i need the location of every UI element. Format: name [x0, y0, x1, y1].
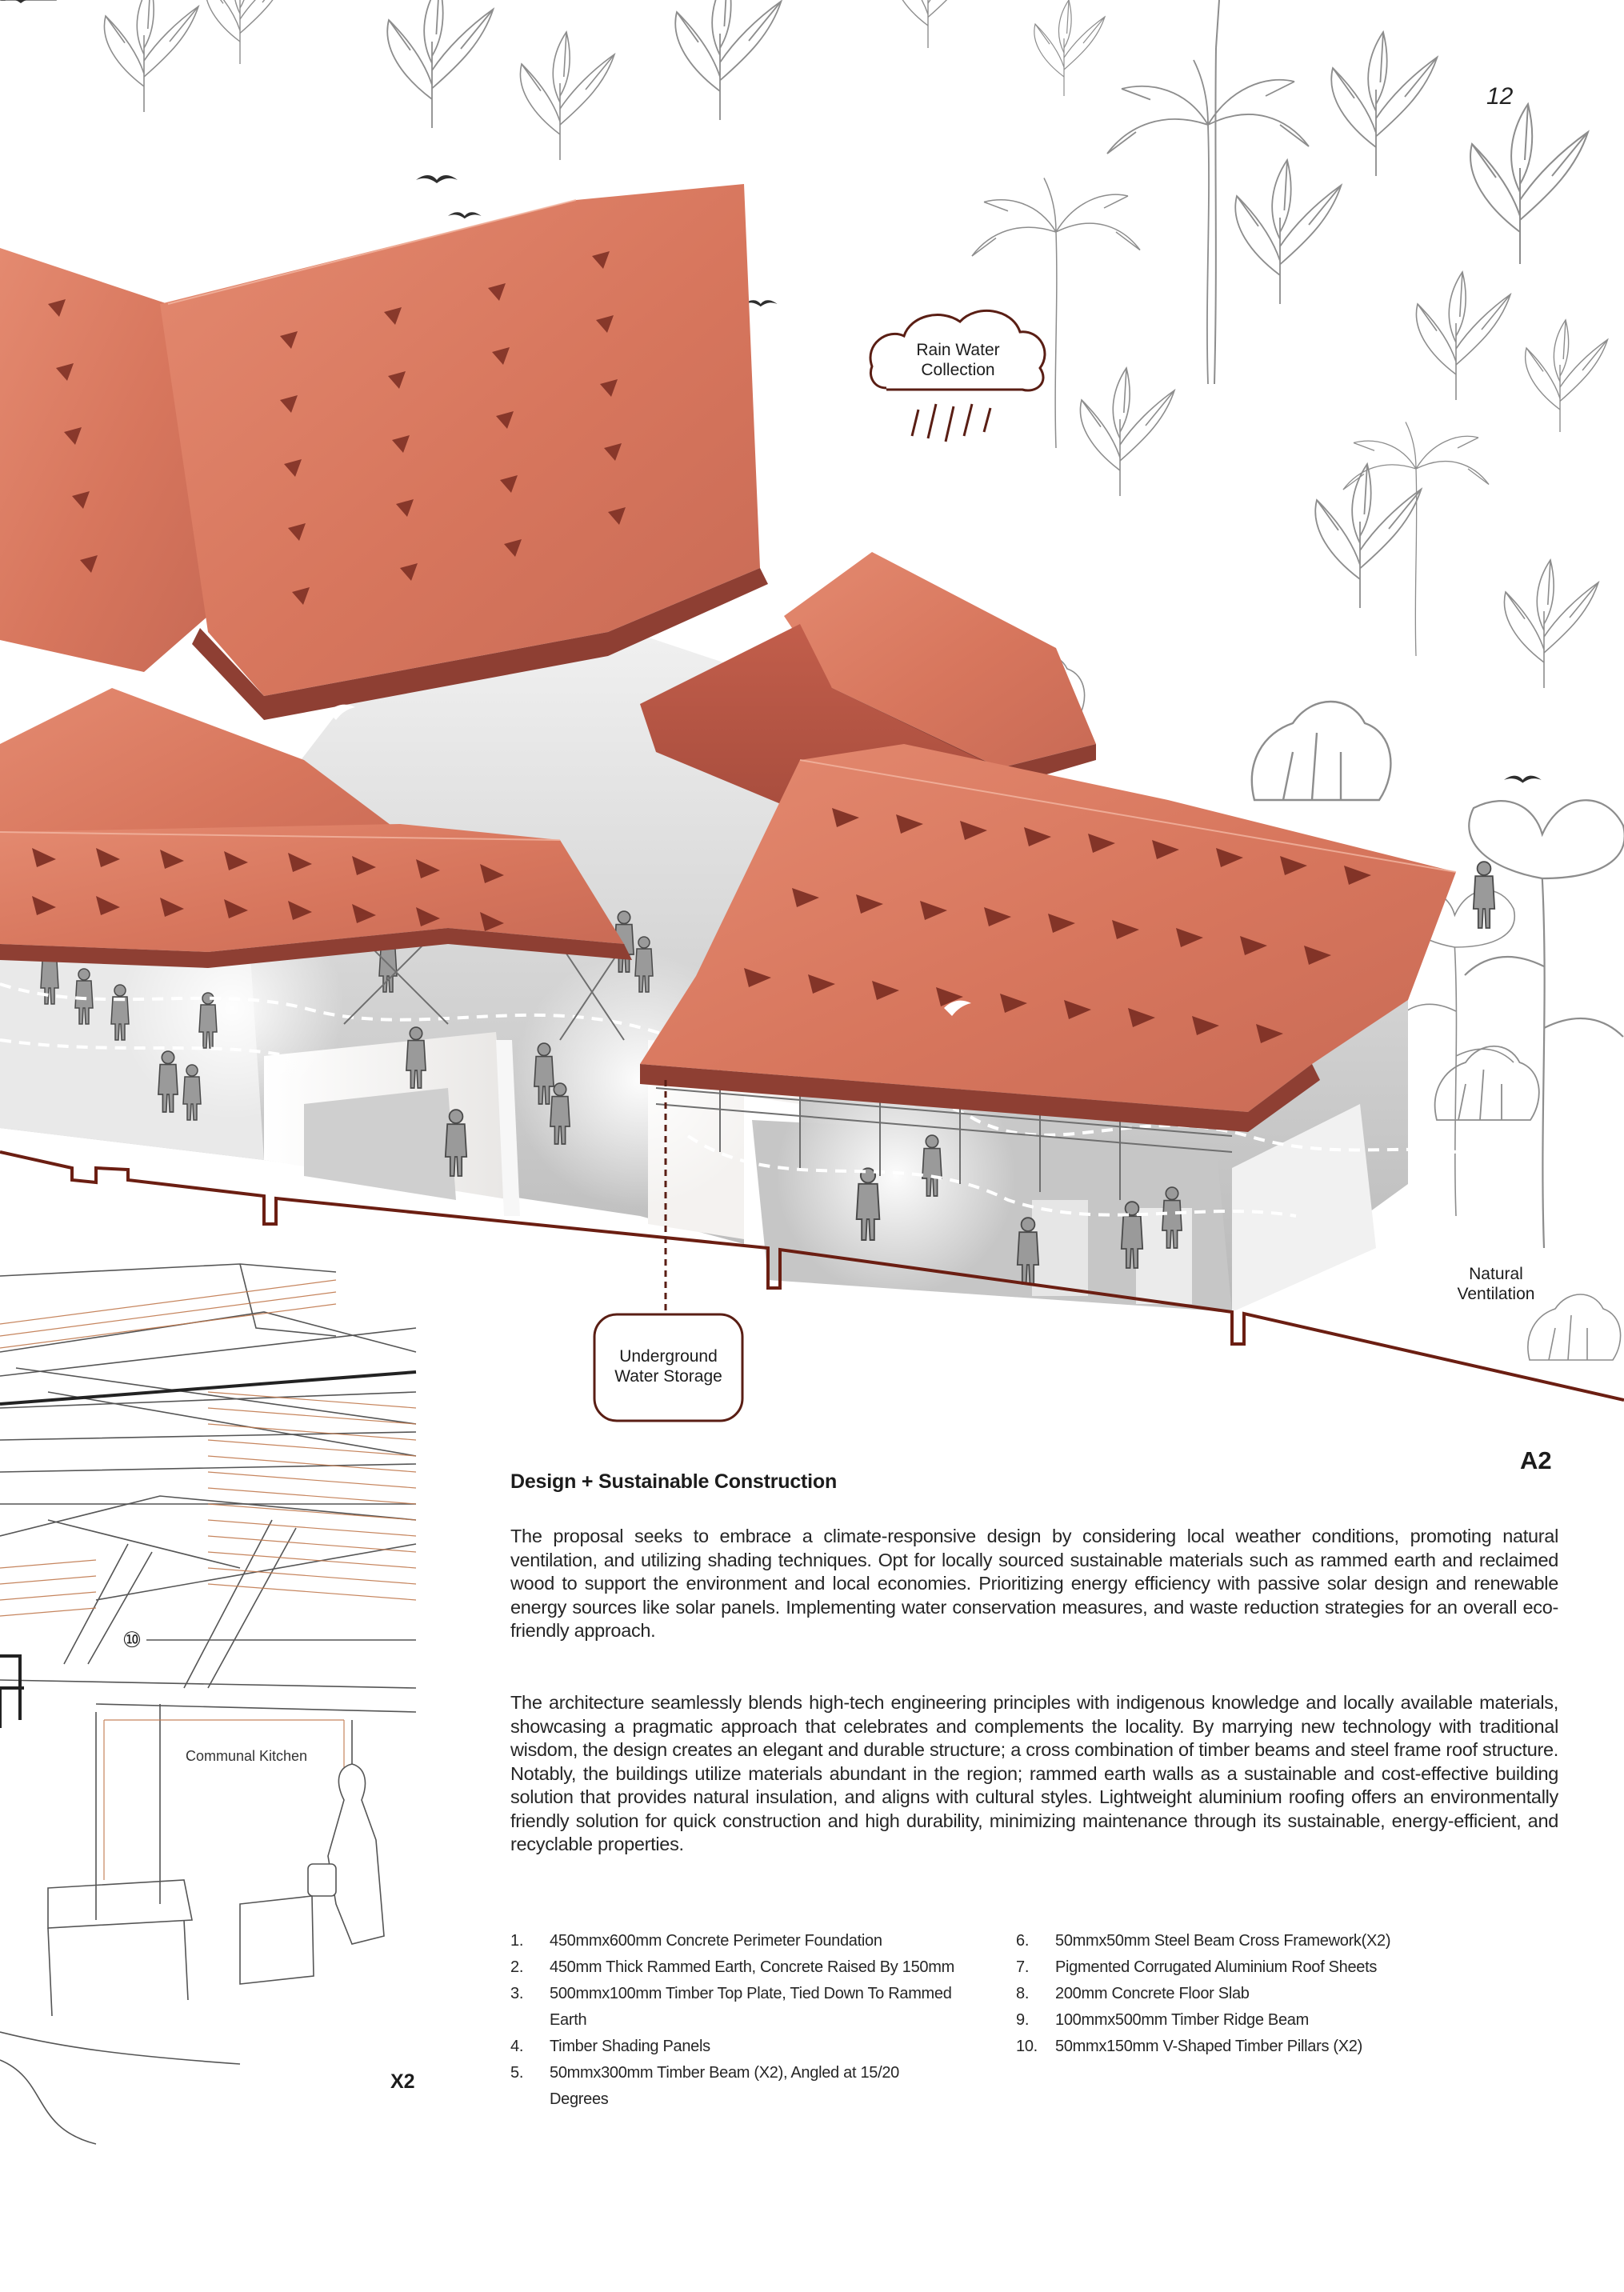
item-number: 5.	[510, 2064, 524, 2082]
item-text: Pigmented Corrugated Aluminium Roof Sheets	[1055, 1958, 1378, 1976]
section-heading: Design + Sustainable Construction	[510, 1470, 838, 1493]
item-text: 500mmx100mm Timber Top Plate, Tied Down To Rammed Earth	[550, 1985, 952, 2029]
item-text: 450mm Thick Rammed Earth, Concrete Raised By 150mm	[550, 1958, 954, 1976]
materials-list-item	[510, 1954, 958, 1981]
item-text: 50mmx50mm Steel Beam Cross Framework(X2)	[1055, 1932, 1391, 1950]
item-number: 7.	[1016, 1958, 1030, 1976]
item-text: 450mmx600mm Concrete Perimeter Foundation	[550, 1932, 882, 1950]
detail-marker-10: ⑩	[122, 1628, 142, 1652]
underground-storage-callout: Underground Water Storage	[614, 1347, 722, 1386]
item-number: 8.	[1016, 1985, 1030, 2002]
sheet-code: A2	[1520, 1446, 1552, 1474]
item-number: 2.	[510, 1958, 524, 1976]
materials-list-item	[1016, 1928, 1576, 1954]
rain-water-callout: Rain Water Collection	[916, 341, 1000, 379]
item-number: 6.	[1016, 1932, 1030, 1950]
materials-list-item	[1016, 1954, 1576, 1981]
materials-list-item	[510, 1981, 958, 2034]
materials-list-item	[510, 1928, 958, 1954]
item-text: 50mmx150mm V-Shaped Timber Pillars (X2)	[1055, 2038, 1362, 2055]
section-tag: X2	[390, 2070, 415, 2093]
materials-list-left	[510, 1928, 958, 2113]
item-number: 3.	[510, 1985, 524, 2002]
item-text: 200mm Concrete Floor Slab	[1055, 1985, 1250, 2002]
materials-list-right	[1016, 1928, 1576, 2060]
materials-list-item	[1016, 2007, 1576, 2034]
page-number: 12	[1486, 83, 1514, 110]
natural-ventilation-callout: Natural Ventilation	[1457, 1265, 1535, 1303]
communal-kitchen-label: Communal Kitchen	[186, 1748, 308, 1764]
item-text: 100mmx500mm Timber Ridge Beam	[1055, 2011, 1309, 2029]
materials-list-item	[1016, 2034, 1576, 2060]
materials-list-item	[510, 2034, 958, 2060]
item-number: 1.	[510, 1932, 524, 1950]
paragraph-climate-responsive: The proposal seeks to embrace a climate-responsive design by considering local weather conditions, promoting natural ventilation, and utilizing shading techniques. Opt for locally sourced sustainable materials such as rammed earth and reclaimed wood to support the environment and local economies. Prioritizing energy efficiency with passive solar design and renewable energy sources like solar panels. Implementing water conservation measures, and waste reduction strategies for an overall eco-friendly approach.	[510, 1526, 1558, 1641]
item-number: 10.	[1016, 2038, 1038, 2055]
paragraph-architecture: The architecture seamlessly blends high-tech engineering principles with indigenous knowledge and locally available materials, showcasing a pragmatic approach that celebrates and complements the locality. By marrying new technology with traditional wisdom, the design creates an elegant and durable structure; a cross combination of timber beams and steel frame roof structure. Notably, the buildings utilize materials abundant in the region; rammed earth walls as a sustainable and cost-effective building solution that provides natural insulation, and aligns with cultural styles. Lightweight aluminium roofing offers an environmentally friendly solution for quick construction and high durability, minimizing maintenance through its sustainable, energy-efficient, and recyclable properties.	[510, 1692, 1558, 1854]
item-text: Timber Shading Panels	[550, 2038, 710, 2055]
item-number: 4.	[510, 2038, 524, 2055]
kitchen-section-drawing	[0, 1248, 420, 2144]
materials-list-item	[1016, 1981, 1576, 2007]
item-text: 50mmx300mm Timber Beam (X2), Angled at 15/20 Degrees	[550, 2064, 900, 2108]
materials-list-item	[510, 2060, 958, 2113]
item-number: 9.	[1016, 2011, 1030, 2029]
